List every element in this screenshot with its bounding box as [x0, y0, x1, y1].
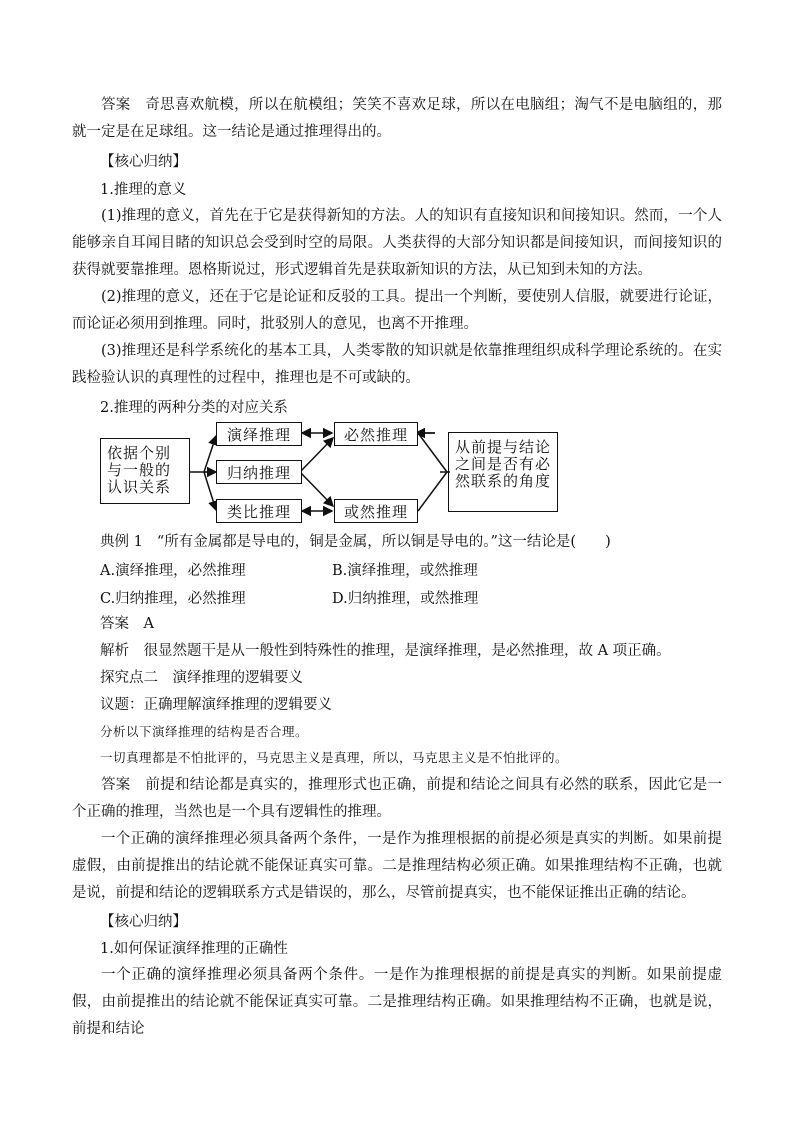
core-summary-heading: 【核心归纳】: [100, 154, 187, 170]
basis-box-left: 依据个别与一般的认识关系: [100, 438, 190, 504]
topic-line: 议题：正确理解演绎推理的逻辑要义: [100, 697, 332, 713]
box-probable: 或然推理: [334, 499, 418, 523]
example-label: 典例 1: [100, 534, 143, 550]
box-deductive: 演绎推理: [216, 422, 302, 446]
section-title: 探究点二 演绎推理的逻辑要义: [100, 670, 303, 686]
paragraph-significance-3: (3)推理还是科学系统化的基本工具，人类零散的知识就是依靠推理组织成科学理论系统的。在实践检验认识的真理性的过程中，推理也是不可或缺的。: [72, 343, 722, 386]
option-b: B.演绎推理，或然推理: [332, 563, 478, 579]
core-summary-heading-2: 【核心归纳】: [100, 914, 187, 930]
connector-line: [418, 433, 447, 472]
subsection-title: 1.推理的意义: [100, 182, 187, 198]
conditions-paragraph: 一个正确的演绎推理必须具备两个条件，一是作为推理根据的前提必须是真实的判断。如果前提虚假，由前提推出的结论就不能保证真实可靠。二是推理结构必须正确。如果推理结构不正确，也就是说，前提和结论的逻辑联系方式是错误的，那么，尽管前提真实，也不能保证推出正确的结论。: [72, 831, 722, 901]
option-c: C.归纳推理，必然推理: [100, 591, 246, 607]
material-line-2: 一切真理都是不怕批评的，马克思主义是真理，所以，马克思主义是不怕批评的。: [100, 750, 569, 765]
subsection-title: 1.如何保证演绎推理的正确性: [100, 941, 288, 957]
option-a: A.演绎推理，必然推理: [100, 563, 246, 579]
example-question: [100, 532, 611, 552]
paragraph-significance-2: (2)推理的意义，还在于它是论证和反驳的工具。提出一个判断，要使别人信服，就要进行论证，而论证必须用到推理。同时，批驳别人的意见，也离不开推理。: [72, 289, 722, 332]
box-inductive: 归纳推理: [216, 460, 302, 484]
option-d: D.归纳推理，或然推理: [332, 591, 479, 607]
example-question-text: “所有金属都是导电的，铜是金属，所以铜是导电的。”这一结论是( ): [156, 534, 611, 550]
answer-paragraph: 答案 奇思喜欢航模，所以在航模组；笑笑不喜欢足球，所以在电脑组；淘气不是电脑组的，那就一定是在足球组。这一结论是通过推理得出的。: [72, 97, 722, 140]
box-analogical: 类比推理: [216, 499, 302, 523]
example-answer: 答案 A: [100, 616, 154, 632]
basis-box-right: 从前提与结论之间是否有必然联系的角度: [448, 432, 558, 512]
connector-line: [418, 472, 447, 511]
example-analysis: 解析 很显然题干是从一般性到特殊性的推理，是演绎推理，是必然推理，故 A 项正确。: [100, 643, 671, 659]
arrow-to-deductive: [204, 436, 216, 472]
arrow-to-analogical: [204, 472, 216, 510]
paragraph-significance-1: (1)推理的意义，首先在于它是获得新知的方法。人的知识有直接知识和间接知识。然而，一个人能够亲自耳闻目睹的知识总会受到时空的局限。人类获得的大部分知识都是间接知识，而间接知识的获得就要靠推理。恩格斯说过，形式逻辑首先是获取新知识的方法，从已知到未知的方法。: [72, 208, 722, 278]
answer-paragraph-2: 答案 前提和结论都是真实的，推理形式也正确，前提和结论之间具有必然的联系，因此它是一个正确的推理，当然也是一个具有逻辑性的推理。: [72, 777, 722, 820]
correctness-paragraph: 一个正确的演绎推理必须具备两个条件。一是作为推理根据的前提是真实的判断。如果前提虚假，由前提推出的结论就不能保证真实可靠。二是推理结构正确。如果推理结构不正确，也就是说，前提和结论: [72, 967, 722, 1037]
arrow-inductive-necessary: [300, 438, 333, 472]
subsection-title: 2.推理的两种分类的对应关系: [100, 400, 288, 416]
arrow-inductive-probable: [300, 472, 333, 506]
box-necessary: 必然推理: [334, 422, 418, 446]
material-line-1: 分析以下演绎推理的结构是否合理。: [100, 724, 309, 739]
